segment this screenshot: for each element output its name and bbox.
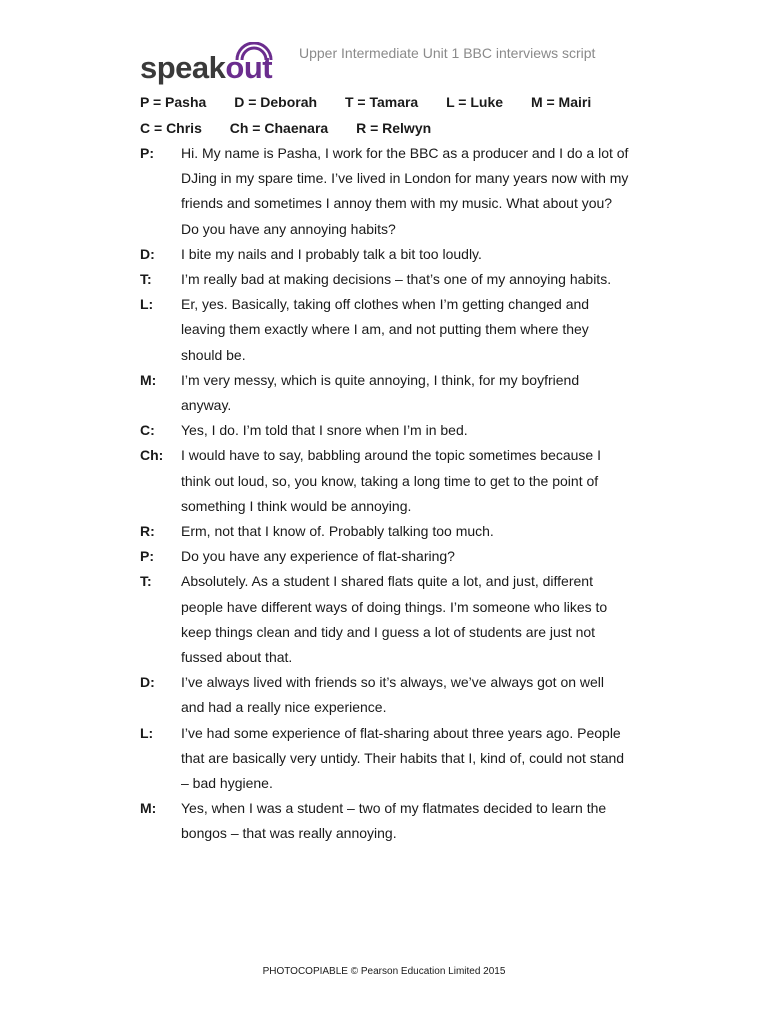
- script-entry: [0, 721, 768, 797]
- speaker-label: Ch:: [140, 447, 164, 464]
- speaker-line: I’m really bad at making decisions – that’s one of my annoying habits.: [181, 271, 612, 288]
- speaker-line: Yes, when I was a student – two of my flatmates decided to learn the bongos – that was really annoying.: [181, 800, 607, 842]
- logo-text-out: out: [225, 50, 273, 85]
- legend-item: P = Pasha: [140, 94, 207, 110]
- speakout-logo: [140, 42, 290, 88]
- legend-item: T = Tamara: [344, 94, 419, 110]
- speaker-label: R:: [140, 523, 155, 540]
- speaker-label: P:: [140, 548, 154, 565]
- script-entry: [0, 670, 768, 720]
- script-entry: [0, 569, 768, 670]
- speaker-line: Absolutely. As a student I shared flats quite a lot, and just, different people have different ways of doing things. I’m someone who likes to keep things clean and tidy and I guess a lot of students are just not fussed about that.: [181, 573, 608, 666]
- script-entry: [0, 443, 768, 519]
- legend-item: C = Chris: [140, 120, 202, 136]
- speaker-line: I would have to say, babbling around the topic sometimes because I think out loud, so, you know, taking a long time to get to the point of something I think would be annoying.: [181, 447, 601, 514]
- script-entry: [0, 368, 768, 418]
- speaker-label: M:: [140, 371, 157, 388]
- speaker-label: D:: [140, 245, 155, 262]
- script-entry: [0, 796, 768, 846]
- logo-wordmark: [140, 52, 272, 83]
- logo-text-speak: speak: [140, 50, 226, 85]
- speaker-label: L:: [140, 724, 154, 741]
- script-entry: [0, 267, 768, 292]
- speaker-legend-row-1: [140, 94, 591, 110]
- speaker-line: I’ve had some experience of flat-sharing about three years ago. People that are basically very untidy. Their habits that I, kind of, could not stand – bad hygiene.: [181, 724, 625, 792]
- script-entry: [0, 141, 768, 242]
- script-entry: [0, 519, 768, 544]
- speaker-line: I bite my nails and I probably talk a bit too loudly.: [181, 245, 482, 262]
- legend-item: M = Mairi: [530, 94, 592, 110]
- speaker-line: Do you have any experience of flat-sharing?: [181, 548, 455, 565]
- copyright-footer: PHOTOCOPIABLE © Pearson Education Limited 2015: [262, 966, 506, 977]
- speaker-line: Erm, not that I know of. Probably talking too much.: [181, 523, 494, 540]
- script-entry: [0, 242, 768, 267]
- script-entry: [0, 418, 768, 443]
- legend-item: D = Deborah: [234, 94, 318, 110]
- legend-item: L = Luke: [446, 94, 504, 110]
- speaker-label: M:: [140, 800, 157, 817]
- script-entry: [0, 544, 768, 569]
- speaker-label: L:: [140, 296, 154, 313]
- interview-script: [0, 141, 768, 847]
- page-title: Upper Intermediate Unit 1 BBC interviews script: [299, 45, 596, 61]
- speaker-label: T:: [140, 573, 152, 590]
- speaker-label: P:: [140, 145, 154, 161]
- speaker-line: I’ve always lived with friends so it’s always, we’ve always got on well and had a really nice experience.: [181, 674, 605, 716]
- speaker-label: D:: [140, 674, 155, 691]
- script-entry: [0, 292, 768, 368]
- speaker-legend-row-2: [140, 120, 431, 136]
- speaker-label: T:: [140, 271, 152, 288]
- speaker-label: C:: [140, 422, 155, 439]
- legend-item: R = Relwyn: [356, 120, 432, 136]
- speaker-line: I’m very messy, which is quite annoying, I think, for my boyfriend anyway.: [181, 371, 580, 414]
- speaker-line: Hi. My name is Pasha, I work for the BBC as a producer and I do a lot of DJing in my spare time. I’ve lived in London for many years now with my friends and sometimes I annoy them with my music. What about you? Do you have any annoying habits?: [181, 145, 629, 237]
- speaker-line: Er, yes. Basically, taking off clothes when I’m getting changed and leaving them exactly where I am, and not putting them where they should be.: [181, 296, 590, 363]
- legend-item: Ch = Chaenara: [229, 120, 329, 136]
- speaker-line: Yes, I do. I’m told that I snore when I’m in bed.: [181, 422, 468, 439]
